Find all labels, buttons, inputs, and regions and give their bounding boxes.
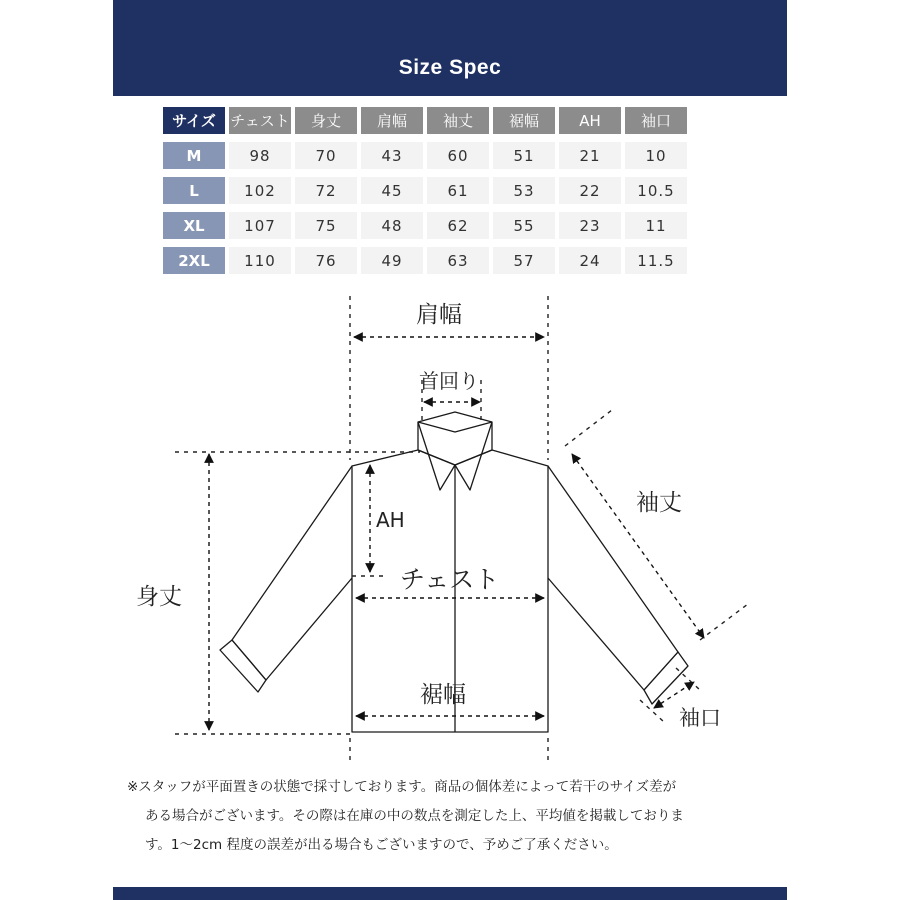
table-cell: 22	[559, 177, 621, 204]
size-label: L	[163, 177, 225, 204]
table-cell: 55	[493, 212, 555, 239]
label-chest: チェスト	[400, 565, 500, 594]
note-line: ある場合がございます。その際は在庫の中の数点を測定した上、平均値を掲載しておりま	[145, 808, 684, 824]
table-cell: 45	[361, 177, 423, 204]
label-length: 身丈	[136, 584, 182, 610]
table-cell: 63	[427, 247, 489, 274]
table-cell: 11.5	[625, 247, 687, 274]
header-chest: チェスト	[229, 107, 291, 134]
table-cell: 76	[295, 247, 357, 274]
label-ah: AH	[376, 508, 405, 532]
header-ah: AH	[559, 107, 621, 134]
table-cell: 72	[295, 177, 357, 204]
page-title: Size Spec	[398, 56, 502, 79]
size-label: 2XL	[163, 247, 225, 274]
table-cell: 10	[625, 142, 687, 169]
table-cell: 57	[493, 247, 555, 274]
footer-band	[113, 887, 787, 900]
header-hem: 裾幅	[493, 107, 555, 134]
header-cuff: 袖口	[625, 107, 687, 134]
table-cell: 62	[427, 212, 489, 239]
table-cell: 107	[229, 212, 291, 239]
label-sleeve: 袖丈	[636, 490, 682, 516]
header-length: 身丈	[295, 107, 357, 134]
table-cell: 98	[229, 142, 291, 169]
label-neck: 首回り	[419, 369, 479, 393]
size-label: M	[163, 142, 225, 169]
table-cell: 48	[361, 212, 423, 239]
table-cell: 60	[427, 142, 489, 169]
table-cell: 53	[493, 177, 555, 204]
header-sleeve: 袖丈	[427, 107, 489, 134]
measurement-note	[127, 773, 787, 860]
note-line: ※スタッフが平面置きの状態で採寸しております。商品の個体差によって若干のサイズ差が	[127, 779, 677, 795]
table-cell: 51	[493, 142, 555, 169]
table-cell: 10.5	[625, 177, 687, 204]
size-label: XL	[163, 212, 225, 239]
label-cuff: 袖口	[679, 706, 721, 730]
label-hem: 裾幅	[420, 682, 466, 708]
table-cell: 49	[361, 247, 423, 274]
table-cell: 61	[427, 177, 489, 204]
table-cell: 24	[559, 247, 621, 274]
table-cell: 11	[625, 212, 687, 239]
table-cell: 110	[229, 247, 291, 274]
measure-arrows	[209, 337, 704, 730]
table-cell: 43	[361, 142, 423, 169]
header-size: サイズ	[163, 107, 225, 134]
table-cell: 102	[229, 177, 291, 204]
header-shoulder: 肩幅	[361, 107, 423, 134]
table-cell: 23	[559, 212, 621, 239]
note-line: す。1～2cm 程度の誤差が出る場合もございますので、予めご了承ください。	[145, 837, 618, 853]
table-cell: 75	[295, 212, 357, 239]
table-cell: 21	[559, 142, 621, 169]
table-cell: 70	[295, 142, 357, 169]
label-shoulder: 肩幅	[416, 302, 462, 328]
